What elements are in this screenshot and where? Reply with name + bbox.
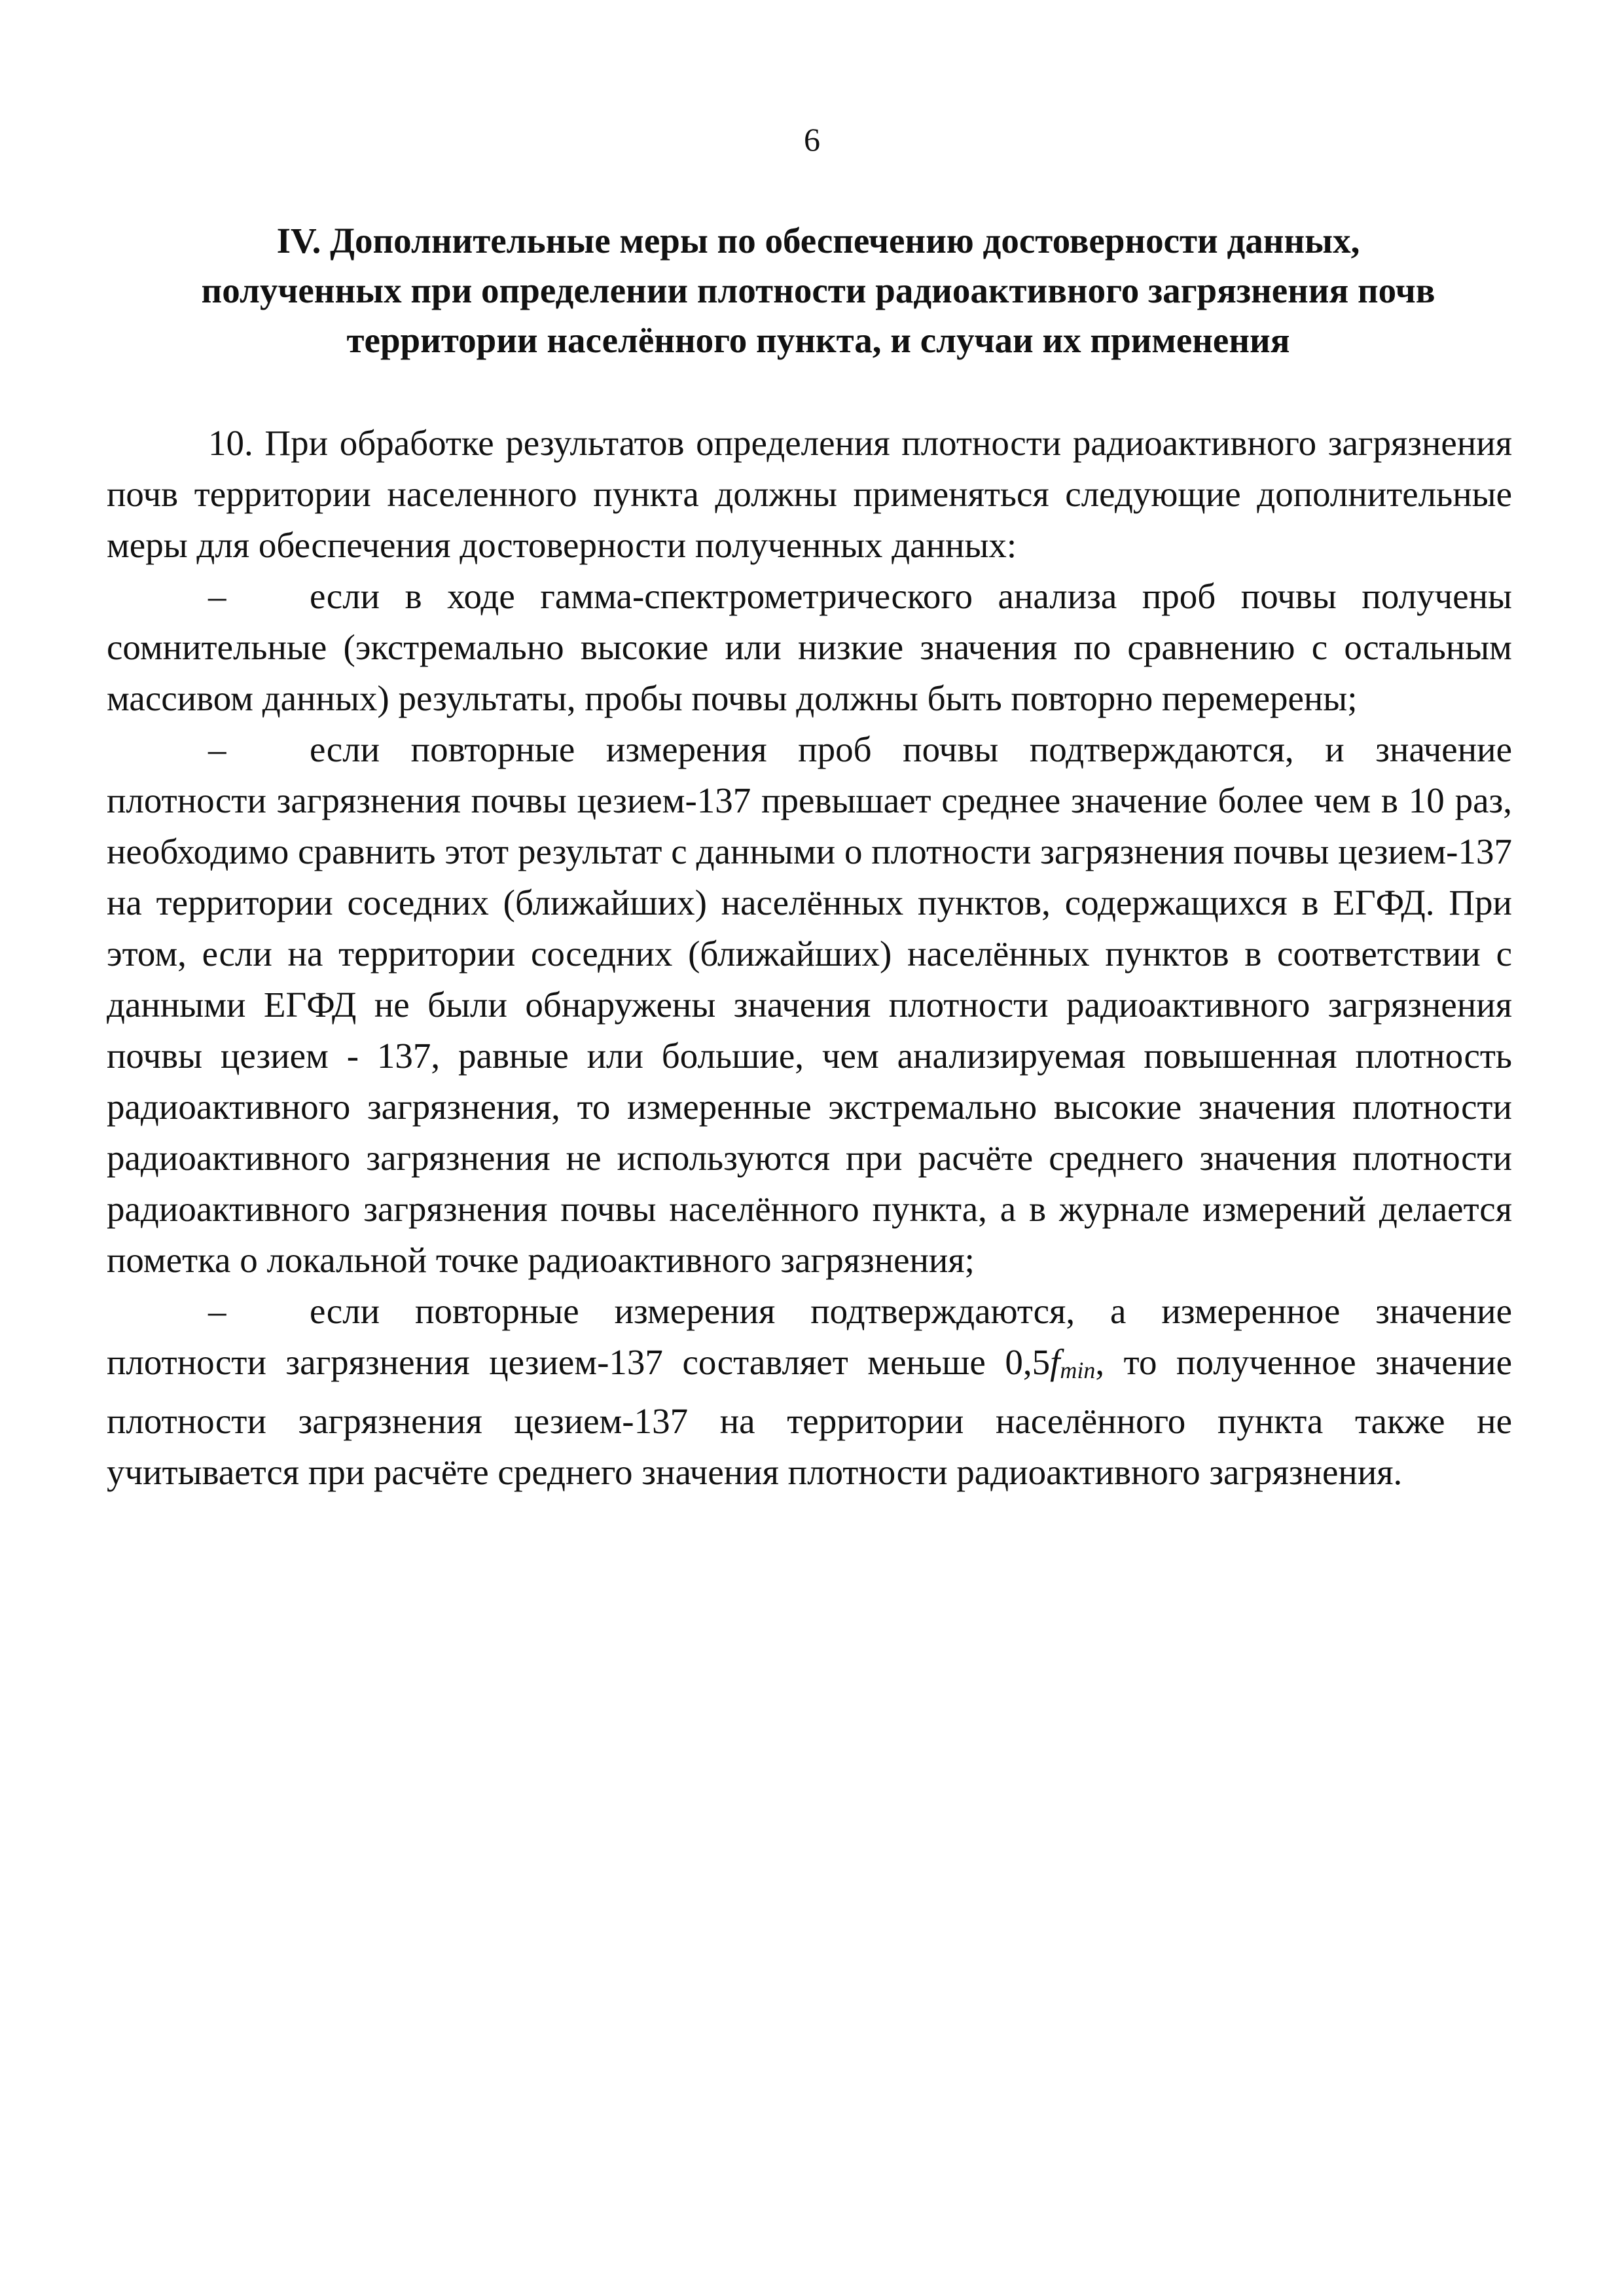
list-item xyxy=(107,1286,1512,1498)
formula-symbol: f xyxy=(1050,1342,1060,1382)
list-item-text-before-formula: если повторные измерения подтверждаются, а измеренное значение плотности загрязнения цезием-137 составляет меньше 0,5 xyxy=(107,1291,1512,1382)
list-item-text: если повторные измерения проб почвы подтверждаются, и значение плотности загрязнения почвы цезием-137 превышает среднее значение более чем в 10 раз, необходимо сравнить этот результат с данными о плотности загрязнения почвы цезием-137 на территории соседних (ближайших) населённых пунктов, содержащихся в ЕГФД. При этом, если на территории соседних (ближайших) населённых пунктов в соответствии с данными ЕГФД не были обнаружены значения плотности радиоактивного загрязнения почвы цезием - 137, равные или большие, чем анализируемая повышенная плотность радиоактивного загрязнения, то измеренные экстремально высокие значения плотности радиоактивного загрязнения не используются при расчёте среднего значения плотности радиоактивного загрязнения почвы населённого пункта, а в журнале измерений делается пометка о локальной точке радиоактивного загрязнения; xyxy=(107,729,1512,1280)
list-item xyxy=(107,724,1512,1286)
list-item-text-after-formula: , то полученное значение плотности загрязнения цезием-137 на территории населённого пункта также не учитывается при расчёте среднего значения плотности радиоактивного загрязнения. xyxy=(107,1342,1512,1492)
list-dash: – xyxy=(208,576,226,616)
section-heading-line-2: полученных при определении плотности радиоактивного загрязнения почв xyxy=(201,270,1435,310)
list-dash: – xyxy=(208,1291,226,1331)
section-heading-line-1: IV. Дополнительные меры по обеспечению достоверности данных, xyxy=(276,221,1360,261)
list-item-text: если в ходе гамма-спектрометрического анализа проб почвы получены сомнительные (экстремально высокие или низкие значения по сравнению с остальным массивом данных) результаты, пробы почвы должны быть повторно перемерены; xyxy=(107,576,1512,718)
clause-number: 10. xyxy=(208,423,253,463)
clause-10-intro xyxy=(107,418,1512,571)
formula-subscript: min xyxy=(1060,1357,1096,1383)
section-heading xyxy=(157,216,1479,365)
clause-intro-text: При обработке результатов определения плотности радиоактивного загрязнения почв территории населенного пункта должны применяться следующие дополнительные меры для обеспечения достоверности полученных данных: xyxy=(107,423,1512,565)
fmin-formula xyxy=(1050,1342,1095,1382)
list-item xyxy=(107,571,1512,724)
section-heading-line-3: территории населённого пункта, и случаи их применения xyxy=(346,320,1290,360)
page-number: 6 xyxy=(804,121,820,158)
document-body xyxy=(107,418,1512,1498)
list-dash: – xyxy=(208,729,226,769)
